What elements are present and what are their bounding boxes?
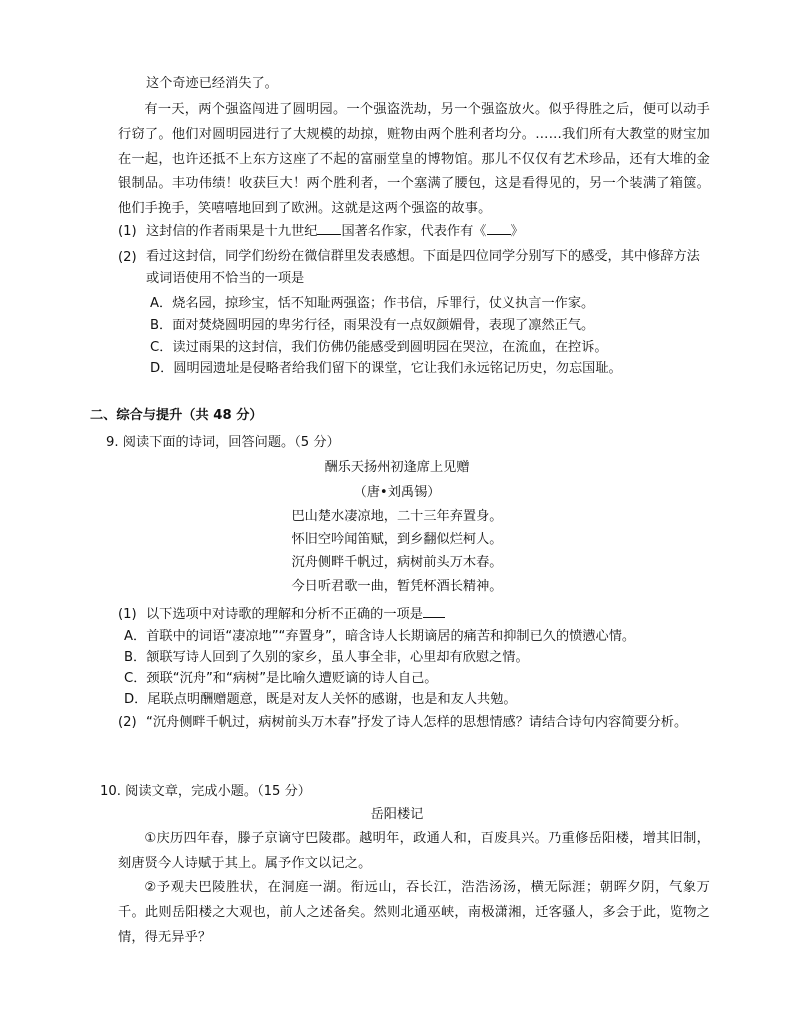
q8-option-d: D．圆明园遗址是侵略者给我们留下的课堂，它让我们永远铭记历史，勿忘国耻。	[150, 361, 622, 376]
poem-line: 沉舟侧畔千帆过，病树前头万木春。	[291, 555, 503, 570]
q8-sub1-text-a: 这封信的作者雨果是十九世纪	[146, 224, 318, 239]
q8-sub2-text: 看过这封信，同学们纷纷在微信群里发表感想。下面是四位同学分别写下的感受，其中修辞方法或词语使用不恰当的一项是	[146, 249, 700, 286]
q8-option-c: C．读过雨果的这封信，我们仿佛仍能感受到圆明园在哭泣，在流血，在控诉。	[150, 340, 608, 355]
q9-sub2-text: “沉舟侧畔千帆过，病树前头万木春”抒发了诗人怎样的思想情感？请结合诗句内容简要分析。	[146, 715, 688, 730]
q9-sub1-number: (1)	[118, 607, 137, 622]
q10-stem: 10. 阅读文章，完成小题。（15 分）	[100, 784, 311, 799]
poem-line: 巴山楚水凄凉地，二十三年弃置身。	[291, 509, 503, 524]
article-paragraph-1: ①庆历四年春，滕子京谪守巴陵郡。越明年，政通人和，百废具兴。乃重修岳阳楼，增其旧制，刻唐贤今人诗赋于其上。属予作文以记之。	[118, 831, 710, 871]
q8-sub1-text-c: 》	[510, 224, 524, 239]
q8-sub1-number: (1)	[118, 224, 137, 239]
q9-sub2-number: (2)	[118, 715, 137, 730]
poem-title: 酬乐天扬州初逢席上见赠	[324, 460, 470, 475]
q8-sub1-text-b: 国著名作家，代表作有《	[341, 224, 487, 239]
q9-sub1-question	[146, 604, 712, 626]
poem-line: 今日听君歌一曲，暂凭杯酒长精神。	[291, 579, 503, 594]
q8-option-a: A．烧名园，掠珍宝，恬不知耻两强盗；作书信，斥罪行，仗义执言一作家。	[150, 296, 595, 311]
q8-sub2-number: (2)	[118, 250, 137, 265]
q8-option-b: B．面对焚烧圆明园的卑劣行径，雨果没有一点奴颜媚骨，表现了凛然正气。	[150, 318, 595, 333]
passage-line: 这个奇迹已经消失了。	[146, 76, 278, 91]
answer-blank[interactable]	[317, 221, 341, 235]
article-title: 岳阳楼记	[370, 807, 424, 822]
section-heading: 二、综合与提升（共 48 分）	[90, 408, 263, 423]
q9-option-d: D．尾联点明酬赠题意，既是对友人关怀的感谢，也是和友人共勉。	[124, 692, 517, 707]
passage-paragraph: 有一天，两个强盗闯进了圆明园。一个强盗洗劫，另一个强盗放火。似乎得胜之后，便可以动手行窃了。他们对圆明园进行了大规模的劫掠，赃物由两个胜利者均分。……我们所有大教堂的财宝加在一起，也许还抵不上东方这座了不起的富丽堂皇的博物馆。那儿不仅仅有艺术珍品，还有大堆的金银制品。丰功伟绩！收获巨大！两个胜利者，一个塞满了腰包，这是看得见的，另一个装满了箱箧。他们手挽手，笑嘻嘻地回到了欧洲。这就是这两个强盗的故事。	[118, 102, 710, 217]
poem-author: （唐•刘禹锡）	[353, 485, 441, 500]
q9-option-c: C．颈联“沉舟”和“病树”是比喻久遭贬谪的诗人自己。	[124, 671, 438, 686]
poem-line: 怀旧空吟闻笛赋，到乡翻似烂柯人。	[291, 532, 503, 547]
answer-blank[interactable]	[423, 604, 445, 618]
q8-sub1-question	[146, 221, 712, 243]
q9-stem: 9. 阅读下面的诗词，回答问题。（5 分）	[106, 435, 340, 450]
article-paragraph-2: ②予观夫巴陵胜状，在洞庭一湖。衔远山，吞长江，浩浩汤汤，横无际涯；朝晖夕阴，气象万千。此则岳阳楼之大观也，前人之述备矣。然则北通巫峡，南极潇湘，迁客骚人，多会于此，览物之情，得无异乎？	[118, 880, 710, 945]
q9-option-a: A．首联中的词语“凄凉地”“弃置身”，暗含诗人长期谪居的痛苦和抑制已久的愤懑心情。	[124, 629, 636, 644]
q9-sub1-text: 以下选项中对诗歌的理解和分析不正确的一项是	[146, 607, 423, 622]
q9-option-b: B．颔联写诗人回到了久别的家乡，虽人事全非，心里却有欣慰之情。	[124, 650, 529, 665]
answer-blank[interactable]	[487, 221, 511, 235]
